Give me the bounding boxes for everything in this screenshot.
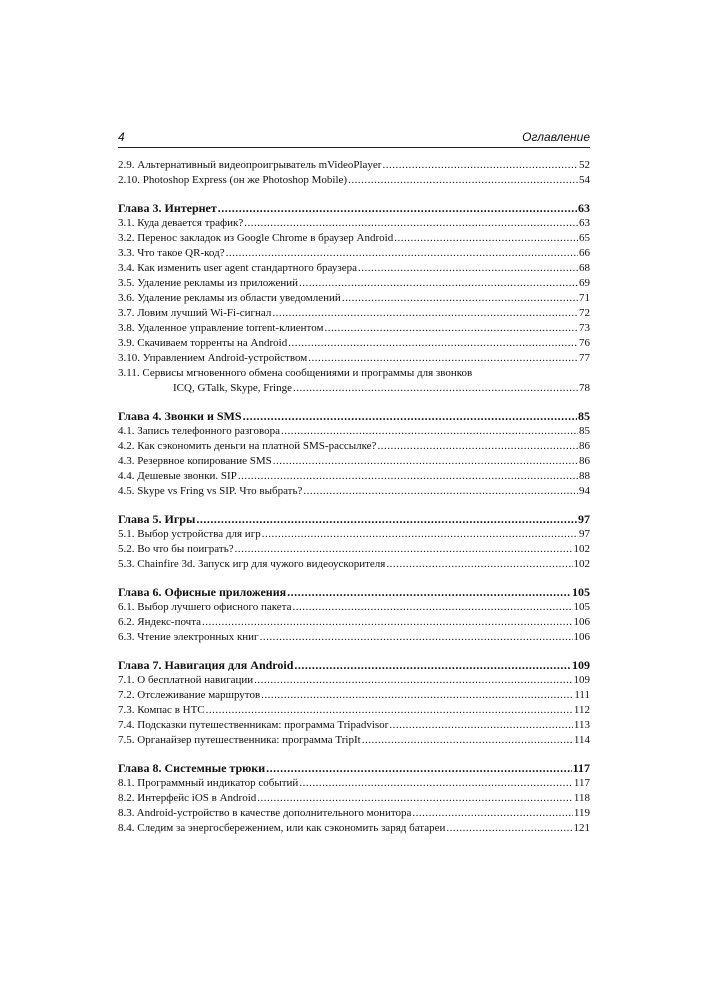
toc-entry: 7.4. Подсказки путешественникам: программа Tripadvisor ..... 113 <box>118 718 590 733</box>
toc-entry: 5.3. Chainfire 3d. Запуск игр для чужого видеоускорителя ..... 102 <box>118 557 590 572</box>
toc-entry: 7.3. Компас в HTC ..... 112 <box>118 703 590 718</box>
toc-entry: 5.2. Во что бы поиграть? ..... 102 <box>118 542 590 557</box>
toc-entry: 3.1. Куда девается трафик? ..... 63 <box>118 216 590 231</box>
toc-entry: 3.6. Удаление рекламы из области уведомлений ..... 71 <box>118 291 590 306</box>
toc-entry: 4.3. Резервное копирование SMS ..... 86 <box>118 454 590 469</box>
toc-entry: 8.4. Следим за энергосбережением, или как сэкономить заряд батареи ..... 121 <box>118 821 590 836</box>
toc-entry: 3.9. Скачиваем торренты на Android ..... 76 <box>118 336 590 351</box>
toc-entry: 3.10. Управлением Android-устройством ..... 77 <box>118 351 590 366</box>
page-number: 4 <box>118 130 125 144</box>
toc-entry: 6.3. Чтение электронных книг ..... 106 <box>118 630 590 645</box>
toc-entry: 8.3. Android-устройство в качестве дополнительного монитора ..... 119 <box>118 806 590 821</box>
toc-chapter: Глава 4. Звонки и SMS ..... 85 <box>118 408 590 424</box>
toc-chapter: Глава 6. Офисные приложения ..... 105 <box>118 584 590 600</box>
toc-entry: 5.1. Выбор устройства для игр ..... 97 <box>118 527 590 542</box>
toc-entry: 4.5. Skype vs Fring vs SIP. Что выбрать? ..... 94 <box>118 484 590 499</box>
toc-entry: 2.10. Photoshop Express (он же Photoshop Mobile) ..... 54 <box>118 173 590 188</box>
toc-entry: 6.2. Яндекс-почта ..... 106 <box>118 615 590 630</box>
toc-entry: 7.5. Органайзер путешественника: программа TripIt ..... 114 <box>118 733 590 748</box>
table-of-contents <box>118 158 590 836</box>
toc-entry: 3.2. Перенос закладок из Google Chrome в браузер Android ..... 65 <box>118 231 590 246</box>
toc-entry: 7.1. О бесплатной навигации ..... 109 <box>118 673 590 688</box>
running-title: Оглавление <box>522 130 590 144</box>
toc-entry: 3.5. Удаление рекламы из приложений ..... 69 <box>118 276 590 291</box>
toc-chapter: Глава 5. Игры ..... 97 <box>118 511 590 527</box>
header-rule <box>118 147 590 148</box>
toc-entry: 8.2. Интерфейс iOS в Android ..... 118 <box>118 791 590 806</box>
toc-entry: 4.1. Запись телефонного разговора ..... 85 <box>118 424 590 439</box>
toc-entry-continuation: ICQ, GTalk, Skype, Fringe ..... 78 <box>118 381 590 396</box>
toc-entry: 4.4. Дешевые звонки. SIP ..... 88 <box>118 469 590 484</box>
toc-entry: 8.1. Программный индикатор событий ..... 117 <box>118 776 590 791</box>
toc-entry: 3.7. Ловим лучший Wi-Fi-сигнал ..... 72 <box>118 306 590 321</box>
toc-entry: 3.8. Удаленное управление torrent-клиентом ..... 73 <box>118 321 590 336</box>
toc-entry: 4.2. Как сэкономить деньги на платной SMS-рассылке? ..... 86 <box>118 439 590 454</box>
page-header <box>118 130 590 146</box>
toc-chapter: Глава 3. Интернет ..... 63 <box>118 200 590 216</box>
toc-entry: 7.2. Отслеживание маршрутов ..... 111 <box>118 688 590 703</box>
toc-entry: 3.3. Что такое QR-код? ..... 66 <box>118 246 590 261</box>
toc-entry: 3.4. Как изменить user agent стандартного браузера ..... 68 <box>118 261 590 276</box>
toc-entry-first-line: 3.11. Сервисы мгновенного обмена сообщениями и программы для звонков <box>118 367 473 379</box>
toc-entry: 6.1. Выбор лучшего офисного пакета ..... 105 <box>118 600 590 615</box>
toc-chapter: Глава 8. Системные трюки ..... 117 <box>118 760 590 776</box>
toc-entry: 2.9. Альтернативный видеопроигрыватель mVideoPlayer ..... 52 <box>118 158 590 173</box>
toc-chapter: Глава 7. Навигация для Android ..... 109 <box>118 657 590 673</box>
